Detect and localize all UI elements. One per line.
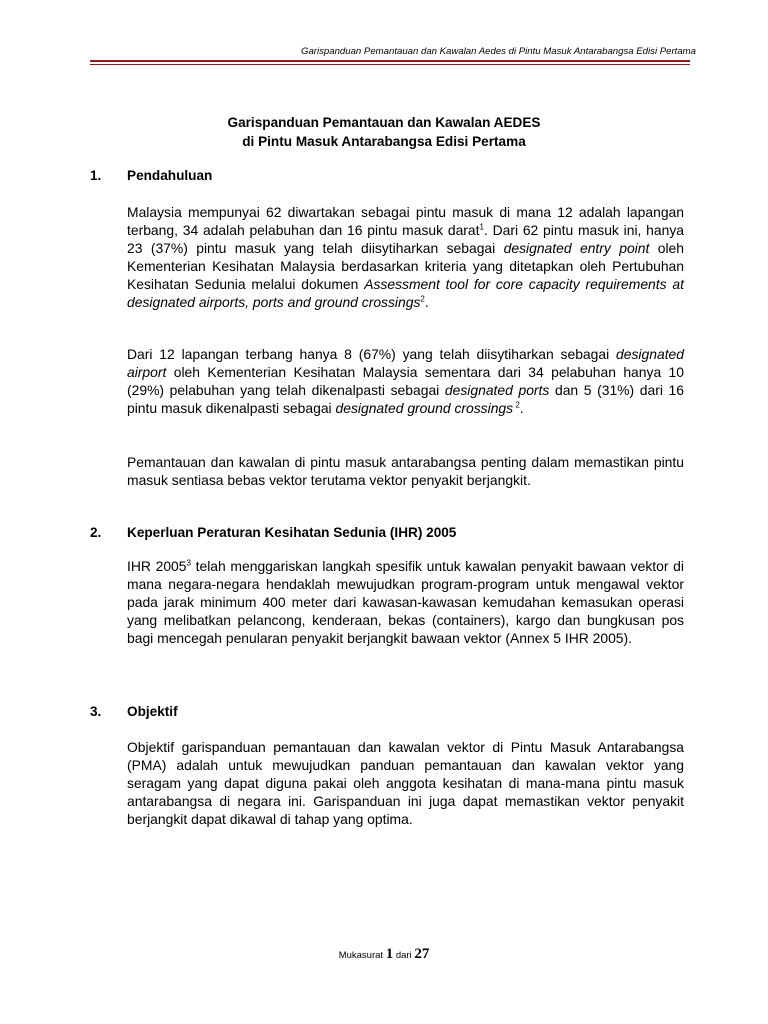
header-rule-thin: [90, 64, 690, 65]
page-total: 27: [414, 946, 430, 962]
title-line-1: Garispanduan Pemantauan dan Kawalan AEDES: [227, 115, 541, 130]
title-line-2: di Pintu Masuk Antarabangsa Edisi Pertama: [242, 134, 526, 149]
footnote-ref: 1: [479, 222, 484, 232]
paragraph-2: Dari 12 lapangan terbang hanya 8 (67%) yang telah diisytiharkan sebagai designated airport oleh Kementerian Kesihatan Malaysia sementara dari 34 pelabuhan hanya 10 (29%) pelabuhan yang telah dikenalpasti sebagai designated ports dan 5 (31%) dari 16 pintu masuk dikenalpasti sebagai designated ground crossings $^2$.: [127, 346, 684, 417]
section-number: 3.: [90, 704, 102, 719]
section-title: Pendahuluan: [127, 168, 213, 183]
footer-of-label: dari: [395, 950, 412, 961]
section-title: Objektif: [127, 704, 178, 719]
footer-label: Mukasurat: [338, 950, 384, 961]
page-footer: [0, 946, 768, 963]
running-header: Garispanduan Pemantauan dan Kawalan Aedes di Pintu Masuk Antarabangsa Edisi Pertama: [300, 46, 696, 57]
paragraph-5: Objektif garispanduan pemantauan dan kawalan vektor di Pintu Masuk Antarabangsa (PMA) adalah untuk mewujudkan panduan pemantauan dan kawalan vektor yang seragam yang dapat diguna pakai oleh anggota kesihatan di mana-mana pintu masuk antarabangsa di negara ini. Garispanduan ini juga dapat memastikan vektor penyakit berjangkit dapat dikawal di tahap yang optima.: [127, 739, 684, 828]
page-number: 1: [385, 946, 394, 962]
section-number: 1.: [90, 168, 102, 183]
footnote-ref: 2: [513, 400, 520, 410]
document-title: [0, 113, 768, 151]
paragraph-4: IHR 2005$^3$ telah menggariskan langkah spesifik untuk kawalan penyakit bawaan vektor di mana negara-negara hendaklah mewujudkan program-program untuk mengawal vektor pada jarak minimum 400 meter dari kawasan-kawasan kemudahan kemasukan operasi yang melibatkan pelancong, kenderaan, bekas (containers), kargo dan bungkusan pos bagi mencegah penularan penyakit berjangkit bawaan vektor (Annex 5 IHR 2005).: [127, 558, 684, 647]
paragraph-1: Malaysia mempunyai 62 diwartakan sebagai pintu masuk di mana 12 adalah lapangan terbang, 34 adalah pelabuhan dan 16 pintu masuk darat$^1$. Dari 62 pintu masuk ini, hanya 23 (37%) pintu masuk yang telah diisytiharkan sebagai designated entry point oleh Kementerian Kesihatan Malaysia berdasarkan kriteria yang ditetapkan oleh Pertubuhan Kesihatan Sedunia melalui dokumen Assessment tool for core capacity requirements at designated airports, ports and ground crossings$^2$.: [127, 204, 685, 311]
footnote-ref: 3: [186, 558, 191, 568]
section-number: 2.: [90, 525, 102, 540]
paragraph-3: Pemantauan dan kawalan di pintu masuk antarabangsa penting dalam memastikan pintu masuk sentiasa bebas vektor terutama vektor penyakit berjangkit.: [127, 454, 684, 489]
footnote-ref: 2: [420, 294, 425, 304]
section-title: Keperluan Peraturan Kesihatan Sedunia (IHR) 2005: [127, 525, 457, 540]
header-rule-thick: [90, 60, 690, 62]
